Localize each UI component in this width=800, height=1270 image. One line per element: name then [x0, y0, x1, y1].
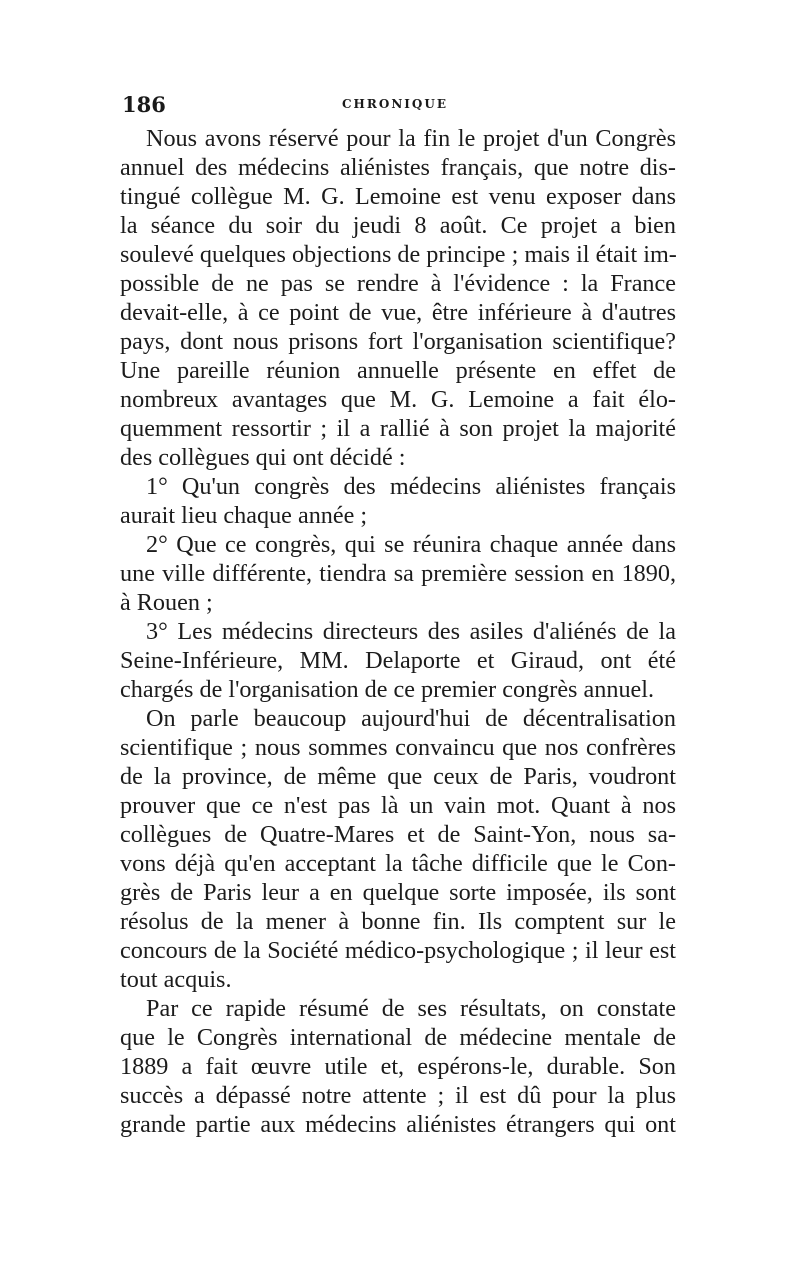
page-header [120, 92, 680, 122]
text-line: nombreux avantages que M. G. Lemoine a fait élo- [120, 386, 676, 413]
text-line: Par ce rapide résumé de ses résultats, on constate [146, 995, 676, 1022]
body-text [120, 124, 676, 1139]
text-line: scientifique ; nous sommes convaincu que nos confrères [120, 734, 676, 761]
text-line: concours de la Société médico-psychologique ; il leur est [120, 937, 676, 964]
text-line: 2° Que ce congrès, qui se réunira chaque année dans [146, 531, 676, 558]
text-line: pays, dont nous prisons fort l'organisation scientifique? [120, 328, 676, 355]
text-line: une ville différente, tiendra sa première session en 1890, [120, 560, 676, 587]
text-line: résolus de la mener à bonne fin. Ils comptent sur le [120, 908, 676, 935]
text-line: chargés de l'organisation de ce premier congrès annuel. [120, 676, 655, 703]
text-line: grande partie aux médecins aliénistes étrangers qui ont [120, 1111, 676, 1138]
text-line: de la province, de même que ceux de Paris, voudront [120, 763, 676, 790]
text-line: On parle beaucoup aujourd'hui de décentralisation [146, 705, 676, 732]
text-line: à Rouen ; [120, 589, 213, 616]
text-line: des collègues qui ont décidé : [120, 444, 406, 471]
text-line: vons déjà qu'en acceptant la tâche difficile que le Con- [120, 850, 676, 877]
text-line: quemment ressortir ; il a rallié à son projet la majorité [120, 415, 676, 442]
text-line: soulevé quelques objections de principe ; mais il était im- [120, 241, 677, 268]
text-line: grès de Paris leur a en quelque sorte imposée, ils sont [120, 879, 676, 906]
text-line: 3° Les médecins directeurs des asiles d'aliénés de la [146, 618, 676, 645]
text-line: aurait lieu chaque année ; [120, 502, 368, 529]
running-head: CHRONIQUE [342, 97, 448, 111]
text-line: tingué collègue M. G. Lemoine est venu exposer dans [120, 183, 676, 210]
text-line: Nous avons réservé pour la fin le projet d'un Congrès [146, 125, 676, 152]
text-line: tout acquis. [120, 966, 232, 993]
text-line: la séance du soir du jeudi 8 août. Ce projet a bien [120, 212, 676, 239]
text-line: 1889 a fait œuvre utile et, espérons-le, durable. Son [120, 1053, 676, 1080]
text-line: prouver que ce n'est pas là un vain mot. Quant à nos [120, 792, 676, 819]
text-line: devait-elle, à ce point de vue, être inférieure à d'autres [120, 299, 676, 326]
page-number: 186 [122, 92, 166, 117]
text-line: Une pareille réunion annuelle présente en effet de [120, 357, 676, 384]
text-line: collègues de Quatre-Mares et de Saint-Yon, nous sa- [120, 821, 676, 848]
text-line: succès a dépassé notre attente ; il est dû pour la plus [120, 1082, 676, 1109]
text-line: Seine-Inférieure, MM. Delaporte et Giraud, ont été [120, 647, 676, 674]
text-line: 1° Qu'un congrès des médecins aliénistes français [146, 473, 676, 500]
text-line: annuel des médecins aliénistes français, que notre dis- [120, 154, 676, 181]
text-line: que le Congrès international de médecine mentale de [120, 1024, 676, 1051]
text-line: possible de ne pas se rendre à l'évidence : la France [120, 270, 676, 297]
